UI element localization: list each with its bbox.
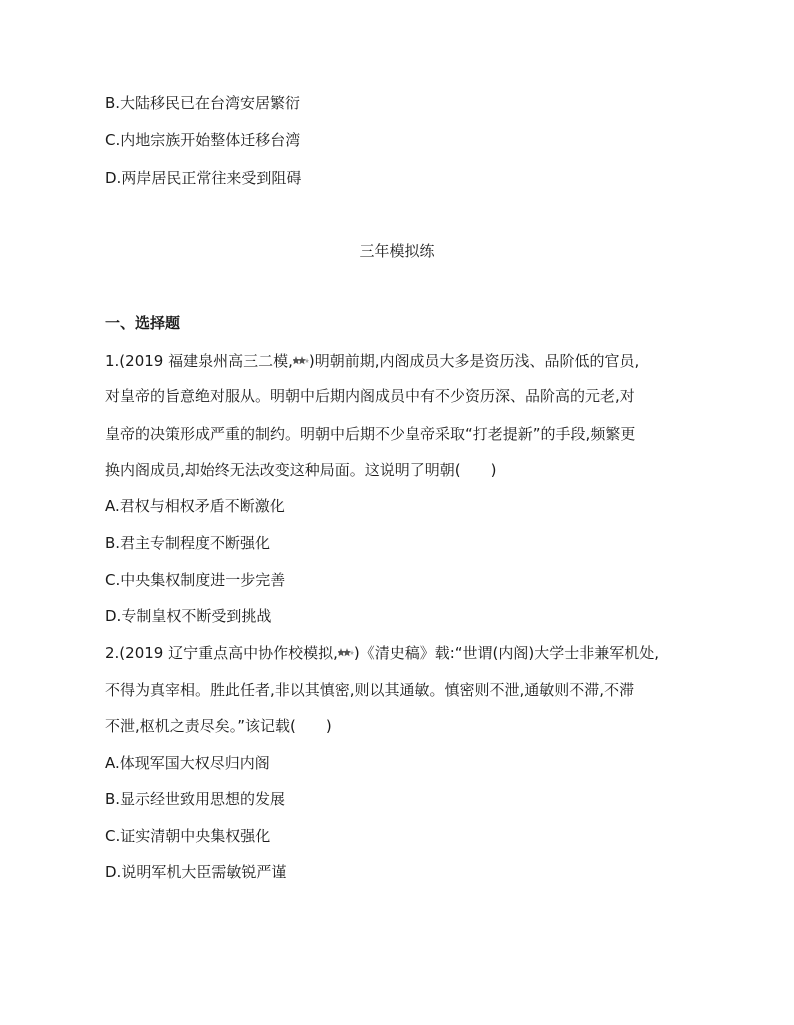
difficulty-stars-icon (293, 352, 309, 364)
question-2-line-2: 不得为真宰相。胜此任者,非以其慎密,则以其通敏。慎密则不泄,通敏则不滞,不滞 (105, 681, 635, 699)
question-1-suffix: )明朝前期,内阁成员大多是资历浅、品阶低的官员, (308, 352, 640, 370)
question-1-line-4: 换内阁成员,却始终无法改变这种局面。这说明了明朝( ) (105, 461, 497, 479)
question-2-suffix: )《清史稿》载:“世谓(内阁)大学士非兼军机处, (353, 644, 660, 662)
question-2-line-3: 不泄,枢机之责尽矣。”该记载( ) (105, 717, 332, 735)
prev-option-d: D.两岸居民正常往来受到阻碍 (105, 169, 302, 187)
question-2-prefix: 2.(2019 辽宁重点高中协作校模拟, (105, 644, 338, 662)
question-1-option-d: D.专制皇权不断受到挑战 (105, 607, 272, 625)
question-2-option-b: B.显示经世致用思想的发展 (105, 790, 286, 808)
question-2-option-a: A.体现军国大权尽归内阁 (105, 754, 270, 772)
question-1-line-3: 皇帝的决策形成严重的制约。明朝中后期不少皇帝采取“打老提新”的手段,频繁更 (105, 425, 636, 443)
question-1-prefix: 1.(2019 福建泉州高三二模, (105, 352, 293, 370)
question-1-option-c: C.中央集权制度进一步完善 (105, 571, 286, 589)
prev-option-b: B.大陆移民已在台湾安居繁衍 (105, 94, 301, 112)
question-1-option-a: A.君权与相权矛盾不断激化 (105, 497, 285, 515)
question-1-line-1 (105, 351, 639, 371)
section-heading: 一、选择题 (105, 314, 181, 332)
question-1-option-b: B.君主专制程度不断强化 (105, 534, 271, 552)
question-2-option-c: C.证实清朝中央集权强化 (105, 827, 271, 845)
difficulty-stars-icon (338, 644, 354, 656)
question-2-option-d: D.说明军机大臣需敏锐严谨 (105, 863, 287, 881)
question-2-line-1 (105, 643, 659, 663)
prev-option-c: C.内地宗族开始整体迁移台湾 (105, 131, 301, 149)
page-title: 三年模拟练 (359, 242, 435, 260)
question-1-line-2: 对皇帝的旨意绝对服从。明朝中后期内阁成员中有不少资历深、品阶高的元老,对 (105, 387, 635, 405)
